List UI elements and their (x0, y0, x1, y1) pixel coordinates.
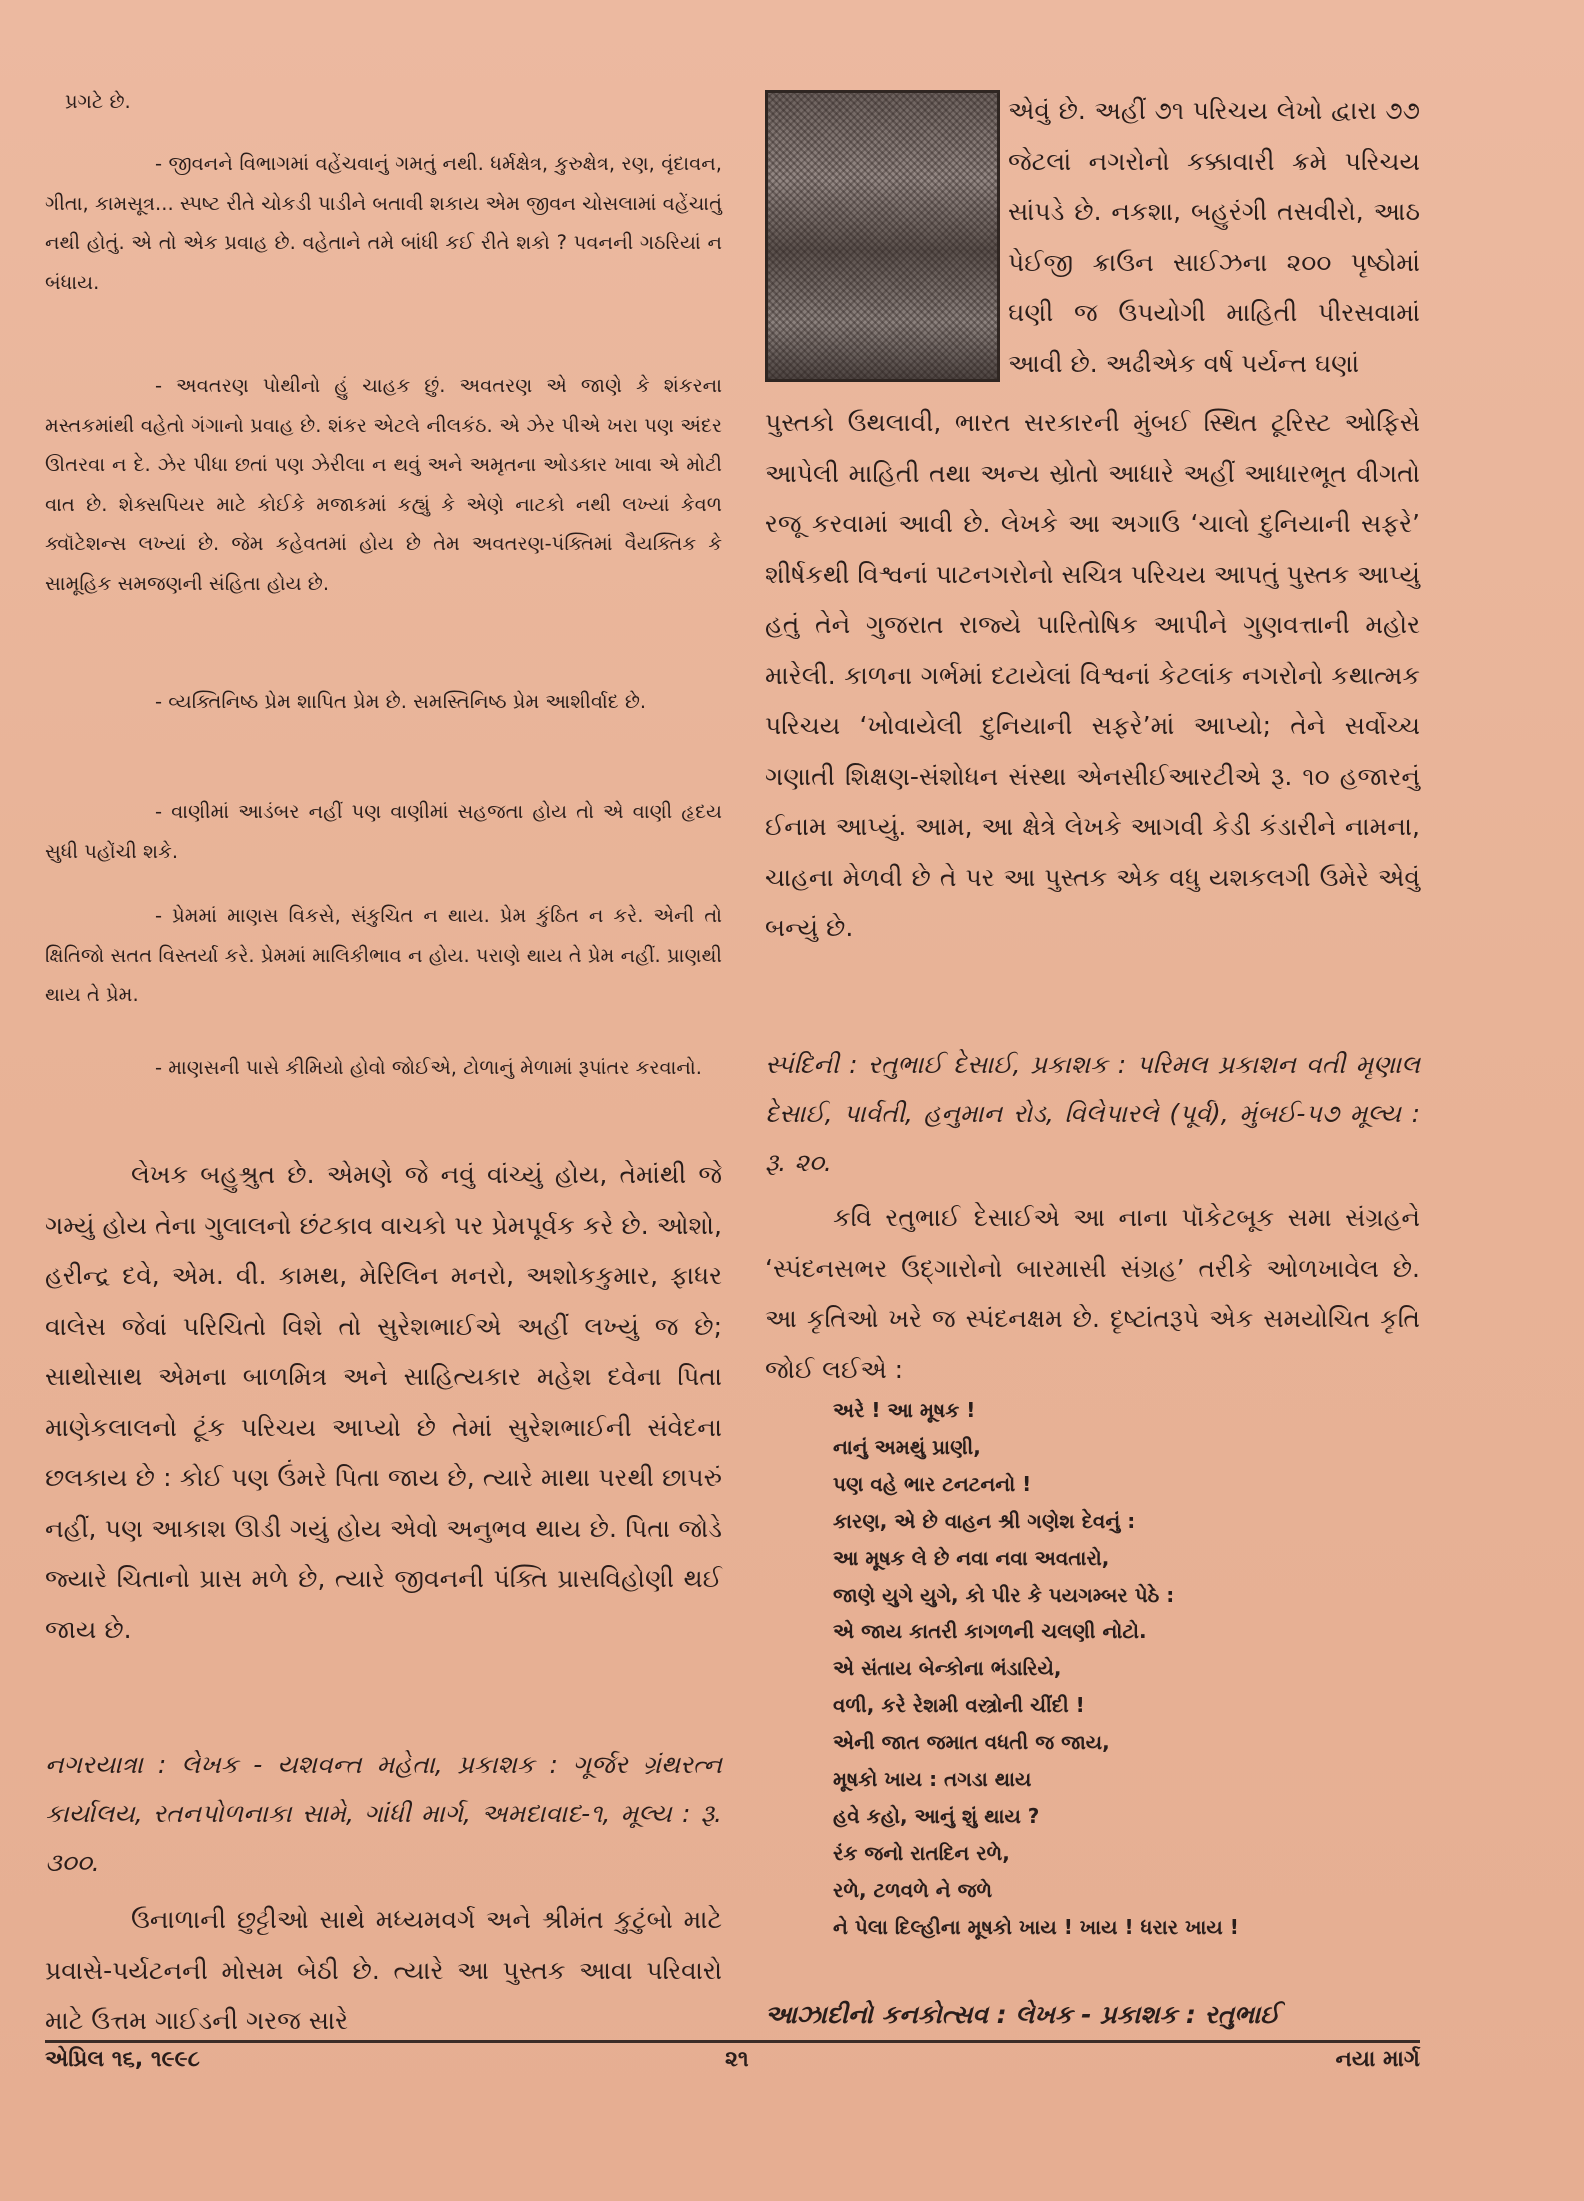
book-citation: સ્પંદિની : રતુભાઈ દેસાઈ, પ્રકાશક : પરિમલ પ્રકાશન વતી મૃણાલ દેસાઈ, પાર્વતી, હનુમાન રોડ, વિલેપારલે (પૂર્વ), મુંબઈ-૫૭ મૂલ્ય : રૂ. ૨૦. (765, 1050, 1420, 1177)
book-citation: આઝાદીનો કનકોત્સવ : લેખક - પ્રકાશક : રતુભાઈ (765, 2000, 1280, 2029)
poem-line: નાનું અમથું પ્રાણી, (833, 1434, 981, 1459)
poem-line: રંક જનો રાતદિન રળે, (833, 1840, 1010, 1865)
review-paragraph: એવું છે. અહીં ૭૧ પરિચય લેખો દ્વારા ૭૭ જેટલાં નગરોનો કક્કાવારી ક્રમે પરિચય સાંપડે છે. નકશા, બહુરંગી તસવીરો, આઠ પેઈજી ક્રાઉન સાઈઝના ૨૦૦ પૃષ્ઠોમાં ઘણી જ ઉપયોગી માહિતી પીરસવામાં આવી છે. અઢીએક વર્ષ પર્યન્ત ઘણાં (1008, 96, 1420, 378)
quote-paragraph: - અવતરણ પોથીનો હું ચાહક છું. અવતરણ એ જાણે કે શંકરના મસ્તકમાંથી વહેતો ગંગાનો પ્રવાહ છે. શંકર એટલે નીલકંઠ. એ ઝેર પીએ ખરા પણ અંદર ઊતરવા ન દે. ઝેર પીધા છતાં પણ ઝેરીલા ન થવું અને અમૃતના ઓડકાર ખાવા એ મોટી વાત છે. શેક્સપિયર માટે કોઈકે મજાકમાં કહ્યું કે એણે નાટકો નથી લખ્યાં કેવળ ક્વૉટેશન્સ લખ્યાં છે. જેમ કહેવતમાં હોય છે તેમ અવતરણ-પંક્તિમાં વૈયક્તિક કે સામૂહિક સમજણની સંહિતા હોય છે. (45, 374, 722, 595)
poem-line: રળે, ટળવળે ને જળે (833, 1877, 993, 1902)
book-cover-image (765, 90, 1000, 382)
quote-paragraph: - વાણીમાં આડંબર નહીં પણ વાણીમાં સહજતા હોય તો એ વાણી હૃદય સુધી પહોંચી શકે. (45, 800, 722, 863)
review-paragraph: કવિ રતુભાઈ દેસાઈએ આ નાના પૉકેટબૂક સમા સંગ્રહને ‘સ્પંદનસભર ઉદ્ગારોનો બારમાસી સંગ્રહ’ તરીકે ઓળખાવેલ છે. આ કૃતિઓ ખરે જ સ્પંદનક્ષમ છે. દૃષ્ટાંતરૂપે એક સમયોચિત કૃતિ જોઈ લઈએ : (765, 1203, 1420, 1384)
poem-line: અરે ! આ મૂષક ! (833, 1398, 976, 1422)
poem-line: ને પેલા દિલ્હીના મૂષકો ખાય ! ખાય ! ધરાર ખાય ! (833, 1914, 1239, 1939)
review-paragraph: પુસ્તકો ઉથલાવી, ભારત સરકારની મુંબઈ સ્થિત ટૂરિસ્ટ ઓફિસે આપેલી માહિતી તથા અન્ય સ્રોતો આધારે અહીં આધારભૂત વીગતો રજૂ કરવામાં આવી છે. લેખકે આ અગાઉ ‘ચાલો દુનિયાની સફરે’ શીર્ષકથી વિશ્વનાં પાટનગરોનો સચિત્ર પરિચય આપતું પુસ્તક આપ્યું હતું તેને ગુજરાત રાજ્યે પારિતોષિક આપીને ગુણવત્તાની મહોર મારેલી. કાળના ગર્ભમાં દટાયેલાં વિશ્વનાં કેટલાંક નગરોનો કથાત્મક પરિચય ‘ખોવાયેલી દુનિયાની સફરે’માં આપ્યો; તેને સર્વોચ્ચ ગણાતી શિક્ષણ-સંશોધન સંસ્થા એનસીઈઆરટીએ રૂ. ૧૦ હજારનું ઈનામ આપ્યું. આમ, આ ક્ષેત્રે લેખકે આગવી કેડી કંડારીને નામના, ચાહના મેળવી છે તે પર આ પુસ્તક એક વધુ યશકલગી ઉમેરે એવું બન્યું છે. (765, 408, 1420, 942)
poem-line: મૂષકો ખાય : તગડા થાય (833, 1767, 1032, 1792)
quote-paragraph: - જીવનને વિભાગમાં વહેંચવાનું ગમતું નથી. ધર્મક્ષેત્ર, કુરુક્ષેત્ર, રણ, વૃંદાવન, ગીતા, કામસૂત્ર... સ્પષ્ટ રીતે ચોકડી પાડીને બતાવી શકાય એમ જીવન ચોસલામાં વહેંચાતું નથી હોતું. એ તો એક પ્રવાહ છે. વહેતાને તમે બાંધી કઈ રીતે શકો ? પવનની ગઠરિયાં ન બંધાય. (45, 152, 722, 294)
poem-line: એ સંતાય બેન્કોના ભંડારિયે, (833, 1656, 1062, 1681)
poem (765, 1392, 1420, 1946)
poem-line: આ મૂષક લે છે નવા નવા અવતારો, (833, 1545, 1110, 1570)
poem-line: જાણે યુગે યુગે, કો પીર કે પયગમ્બર પેઠે : (833, 1582, 1175, 1607)
page-number: ૨૧ (725, 2047, 749, 2072)
quote-paragraph: - પ્રેમમાં માણસ વિકસે, સંકુચિત ન થાય. પ્રેમ કુંઠિત ન કરે. એની તો ક્ષિતિજો સતત વિસ્તર્યા કરે. પ્રેમમાં માલિકીભાવ ન હોય. પરાણે થાય તે પ્રેમ નહીં. પ્રાણથી થાય તે પ્રેમ. (45, 904, 722, 1007)
poem-line: હવે કહો, આનું શું થાય ? (833, 1803, 1040, 1828)
review-paragraph: ઉનાળાની છુટ્ટીઓ સાથે મધ્યમવર્ગ અને શ્રીમંત કુટુંબો માટે પ્રવાસે-પર્યટનની મોસમ બેઠી છે. ત્યારે આ પુસ્તક આવા પરિવારો માટે ઉત્તમ ગાઈડની ગરજ સારે (45, 1905, 722, 2035)
poem-line: પણ વહે ભાર ટનટનનો ! (833, 1471, 1032, 1496)
issue-date: એપ્રિલ ૧૬, ૧૯૯૮ (45, 2047, 200, 2072)
poem-line: વળી, કરે રેશમી વસ્ત્રોની ચીંદી ! (833, 1693, 1085, 1718)
poem-line: કારણ, એ છે વાહન શ્રી ગણેશ દેવનું : (833, 1508, 1136, 1533)
continued-text: પ્રગટે છે. (65, 90, 131, 113)
quote-paragraph: - વ્યક્તિનિષ્ઠ પ્રેમ શાપિત પ્રેમ છે. સમસ્તિનિષ્ઠ પ્રેમ આશીર્વાદ છે. (155, 690, 647, 713)
magazine-name: નયા માર્ગ (1335, 2047, 1420, 2072)
poem-line: એ જાય કાતરી કાગળની ચલણી નોટો. (833, 1619, 1147, 1644)
page-footer (45, 2040, 1420, 2083)
book-citation: નગરયાત્રા : લેખક - યશવન્ત મહેતા, પ્રકાશક : ગૂર્જર ગ્રંથરત્ન કાર્યાલય, રતનપોળનાકા સામે, ગાંધી માર્ગ, અમદાવાદ-૧, મૂલ્ય : રૂ. ૩૦૦. (45, 1750, 722, 1877)
review-paragraph: લેખક બહુશ્રુત છે. એમણે જે નવું વાંચ્યું હોય, તેમાંથી જે ગમ્યું હોય તેના ગુલાલનો છંટકાવ વાચકો પર પ્રેમપૂર્વક કરે છે. ઓશો, હરીન્દ્ર દવે, એમ. વી. કામથ, મેરિલિન મનરો, અશોકકુમાર, ફાધર વાલેસ જેવાં પરિચિતો વિશે તો સુરેશભાઈએ અહીં લખ્યું જ છે; સાથોસાથ એમના બાળમિત્ર અને સાહિત્યકાર મહેશ દવેના પિતા માણેકલાલનો ટૂંક પરિચય આપ્યો છે તેમાં સુરેશભાઈની સંવેદના છલકાય છે : કોઈ પણ ઉંમરે પિતા જાય છે, ત્યારે માથા પરથી છાપરું નહીં, પણ આકાશ ઊડી ગયું હોય એવો અનુભવ થાય છે. પિતા જોડે જ્યારે ચિતાનો પ્રાસ મળે છે, ત્યારે જીવનની પંક્તિ પ્રાસવિહોણી થઈ જાય છે. (45, 1160, 722, 1644)
poem-line: એની જાત જમાત વધતી જ જાય, (833, 1730, 1110, 1755)
quote-paragraph: - માણસની પાસે કીમિયો હોવો જોઈએ, ટોળાનું મેળામાં રૂપાંતર કરવાનો. (155, 1056, 703, 1079)
